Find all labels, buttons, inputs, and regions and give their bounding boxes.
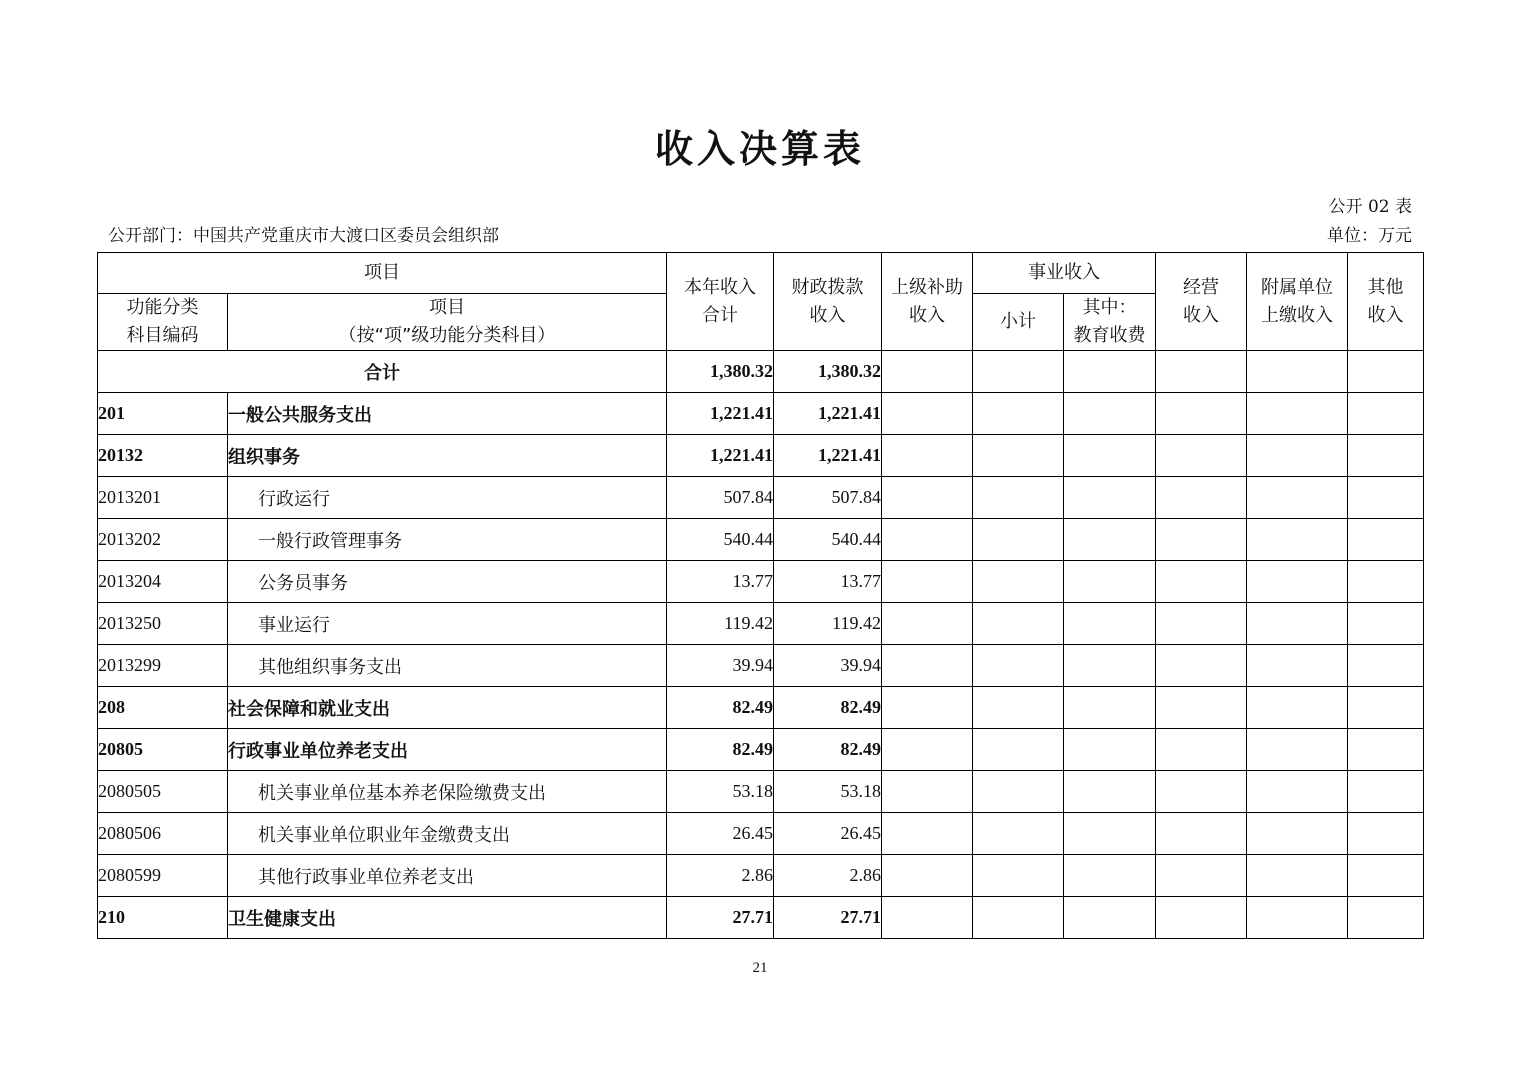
table-row	[98, 435, 1424, 477]
empty-cell	[1064, 645, 1156, 687]
empty-cell	[973, 855, 1064, 897]
total-income-cell: 82.49	[667, 729, 774, 771]
empty-cell	[1247, 351, 1348, 393]
empty-cell	[1348, 603, 1424, 645]
empty-cell	[1348, 897, 1424, 939]
item-name-cell: 一般公共服务支出	[228, 393, 667, 435]
empty-cell	[973, 813, 1064, 855]
table-row	[98, 645, 1424, 687]
income-final-accounts-table	[97, 252, 1424, 939]
function-code-cell: 20132	[98, 435, 228, 477]
total-income-cell: 1,221.41	[667, 393, 774, 435]
item-name-cell: 其他行政事业单位养老支出	[228, 855, 667, 897]
fiscal-income-cell: 82.49	[774, 729, 882, 771]
empty-cell	[973, 477, 1064, 519]
empty-cell	[1348, 519, 1424, 561]
header-superior-subsidy: 上级补助 收入	[882, 253, 973, 351]
empty-cell	[1247, 477, 1348, 519]
empty-cell	[1156, 477, 1247, 519]
empty-cell	[1156, 771, 1247, 813]
function-code-cell: 2080599	[98, 855, 228, 897]
empty-cell	[882, 603, 973, 645]
header-business-income: 事业收入	[973, 253, 1156, 294]
empty-cell	[1156, 351, 1247, 393]
empty-cell	[882, 351, 973, 393]
item-name-cell: 行政事业单位养老支出	[228, 729, 667, 771]
empty-cell	[973, 771, 1064, 813]
empty-cell	[1156, 645, 1247, 687]
header-row-1	[98, 253, 1424, 294]
empty-cell	[973, 687, 1064, 729]
fiscal-income-cell: 27.71	[774, 897, 882, 939]
empty-cell	[1156, 519, 1247, 561]
table-row	[98, 813, 1424, 855]
total-income-cell: 2.86	[667, 855, 774, 897]
empty-cell	[1064, 561, 1156, 603]
total-income-cell: 507.84	[667, 477, 774, 519]
empty-cell	[1064, 813, 1156, 855]
empty-cell	[973, 561, 1064, 603]
empty-cell	[973, 351, 1064, 393]
department-label: 公开部门：中国共产党重庆市大渡口区委员会组织部	[108, 226, 499, 246]
total-income-cell: 1,380.32	[667, 351, 774, 393]
empty-cell	[1247, 435, 1348, 477]
fiscal-income-cell: 119.42	[774, 603, 882, 645]
empty-cell	[1247, 771, 1348, 813]
empty-cell	[1064, 855, 1156, 897]
fiscal-income-cell: 53.18	[774, 771, 882, 813]
empty-cell	[1247, 897, 1348, 939]
table-row	[98, 519, 1424, 561]
function-code-cell: 210	[98, 897, 228, 939]
empty-cell	[1247, 729, 1348, 771]
item-name-cell: 其他组织事务支出	[228, 645, 667, 687]
header-operating-income: 经营 收入	[1156, 253, 1247, 351]
empty-cell	[1064, 519, 1156, 561]
function-code-cell: 20805	[98, 729, 228, 771]
empty-cell	[882, 687, 973, 729]
fiscal-income-cell: 82.49	[774, 687, 882, 729]
fiscal-income-cell: 1,221.41	[774, 393, 882, 435]
empty-cell	[1247, 561, 1348, 603]
header-total-income: 本年收入 合计	[667, 253, 774, 351]
header-function-code: 功能分类 科目编码	[98, 294, 228, 351]
table-row	[98, 477, 1424, 519]
empty-cell	[973, 435, 1064, 477]
fiscal-income-cell: 26.45	[774, 813, 882, 855]
header-affiliated-income: 附属单位 上缴收入	[1247, 253, 1348, 351]
empty-cell	[1348, 435, 1424, 477]
table-row	[98, 603, 1424, 645]
empty-cell	[1247, 393, 1348, 435]
empty-cell	[882, 435, 973, 477]
total-income-cell: 53.18	[667, 771, 774, 813]
fiscal-income-cell: 540.44	[774, 519, 882, 561]
item-name-cell: 机关事业单位职业年金缴费支出	[228, 813, 667, 855]
header-project: 项目	[98, 253, 667, 294]
empty-cell	[1348, 393, 1424, 435]
table-row	[98, 687, 1424, 729]
empty-cell	[1064, 771, 1156, 813]
empty-cell	[1348, 729, 1424, 771]
item-name-cell: 一般行政管理事务	[228, 519, 667, 561]
empty-cell	[973, 645, 1064, 687]
function-code-cell: 2080505	[98, 771, 228, 813]
empty-cell	[882, 561, 973, 603]
empty-cell	[882, 393, 973, 435]
total-income-cell: 26.45	[667, 813, 774, 855]
total-income-cell: 82.49	[667, 687, 774, 729]
empty-cell	[1156, 603, 1247, 645]
empty-cell	[882, 645, 973, 687]
function-code-cell: 208	[98, 687, 228, 729]
total-income-cell: 13.77	[667, 561, 774, 603]
empty-cell	[1348, 645, 1424, 687]
item-name-cell: 机关事业单位基本养老保险缴费支出	[228, 771, 667, 813]
empty-cell	[1064, 603, 1156, 645]
fiscal-income-cell: 507.84	[774, 477, 882, 519]
total-income-cell: 27.71	[667, 897, 774, 939]
empty-cell	[1348, 855, 1424, 897]
empty-cell	[1064, 477, 1156, 519]
fiscal-income-cell: 1,380.32	[774, 351, 882, 393]
function-code-cell: 2013201	[98, 477, 228, 519]
function-code-cell: 2013204	[98, 561, 228, 603]
fiscal-income-cell: 13.77	[774, 561, 882, 603]
fiscal-income-cell: 39.94	[774, 645, 882, 687]
empty-cell	[1064, 897, 1156, 939]
document-title: 收入决算表	[654, 127, 865, 171]
function-code-cell: 2013202	[98, 519, 228, 561]
item-name-cell: 社会保障和就业支出	[228, 687, 667, 729]
empty-cell	[1064, 351, 1156, 393]
total-income-cell: 540.44	[667, 519, 774, 561]
table-row	[98, 561, 1424, 603]
empty-cell	[1247, 687, 1348, 729]
empty-cell	[1156, 897, 1247, 939]
page-number: 21	[752, 960, 768, 976]
table-row	[98, 729, 1424, 771]
item-name-cell: 公务员事务	[228, 561, 667, 603]
unit-label: 单位：万元	[1327, 226, 1412, 246]
table-row	[98, 771, 1424, 813]
function-code-cell: 2080506	[98, 813, 228, 855]
empty-cell	[1348, 771, 1424, 813]
empty-cell	[1247, 813, 1348, 855]
empty-cell	[882, 813, 973, 855]
empty-cell	[973, 519, 1064, 561]
total-income-cell: 1,221.41	[667, 435, 774, 477]
empty-cell	[1156, 813, 1247, 855]
empty-cell	[973, 603, 1064, 645]
empty-cell	[882, 729, 973, 771]
empty-cell	[1064, 729, 1156, 771]
empty-cell	[1156, 561, 1247, 603]
empty-cell	[882, 477, 973, 519]
empty-cell	[1348, 477, 1424, 519]
total-income-cell: 39.94	[667, 645, 774, 687]
empty-cell	[1247, 519, 1348, 561]
empty-cell	[882, 771, 973, 813]
empty-cell	[882, 519, 973, 561]
empty-cell	[973, 393, 1064, 435]
total-income-cell: 119.42	[667, 603, 774, 645]
empty-cell	[1064, 393, 1156, 435]
item-name-cell: 组织事务	[228, 435, 667, 477]
item-name-cell: 事业运行	[228, 603, 667, 645]
empty-cell	[1247, 603, 1348, 645]
empty-cell	[1348, 561, 1424, 603]
function-code-cell: 2013299	[98, 645, 228, 687]
form-number: 公开 02 表	[1328, 197, 1412, 217]
table-row	[98, 393, 1424, 435]
header-subtotal: 小计	[973, 294, 1064, 351]
empty-cell	[1156, 729, 1247, 771]
header-fiscal-allocation: 财政拨款 收入	[774, 253, 882, 351]
item-name-cell: 卫生健康支出	[228, 897, 667, 939]
empty-cell	[1156, 855, 1247, 897]
empty-cell	[1247, 855, 1348, 897]
empty-cell	[882, 897, 973, 939]
header-other-income: 其他 收入	[1348, 253, 1424, 351]
function-code-cell: 201	[98, 393, 228, 435]
table-row	[98, 855, 1424, 897]
empty-cell	[973, 897, 1064, 939]
header-item: 项目 （按“项”级功能分类科目）	[228, 294, 667, 351]
total-label: 合计	[98, 351, 667, 393]
empty-cell	[1247, 645, 1348, 687]
total-row	[98, 351, 1424, 393]
fiscal-income-cell: 2.86	[774, 855, 882, 897]
empty-cell	[1348, 813, 1424, 855]
function-code-cell: 2013250	[98, 603, 228, 645]
table-row	[98, 897, 1424, 939]
empty-cell	[1348, 687, 1424, 729]
fiscal-income-cell: 1,221.41	[774, 435, 882, 477]
empty-cell	[1156, 393, 1247, 435]
empty-cell	[1156, 435, 1247, 477]
empty-cell	[1064, 687, 1156, 729]
empty-cell	[1156, 687, 1247, 729]
empty-cell	[882, 855, 973, 897]
empty-cell	[973, 729, 1064, 771]
empty-cell	[1348, 351, 1424, 393]
item-name-cell: 行政运行	[228, 477, 667, 519]
header-education-fees: 其中： 教育收费	[1064, 294, 1156, 351]
empty-cell	[1064, 435, 1156, 477]
